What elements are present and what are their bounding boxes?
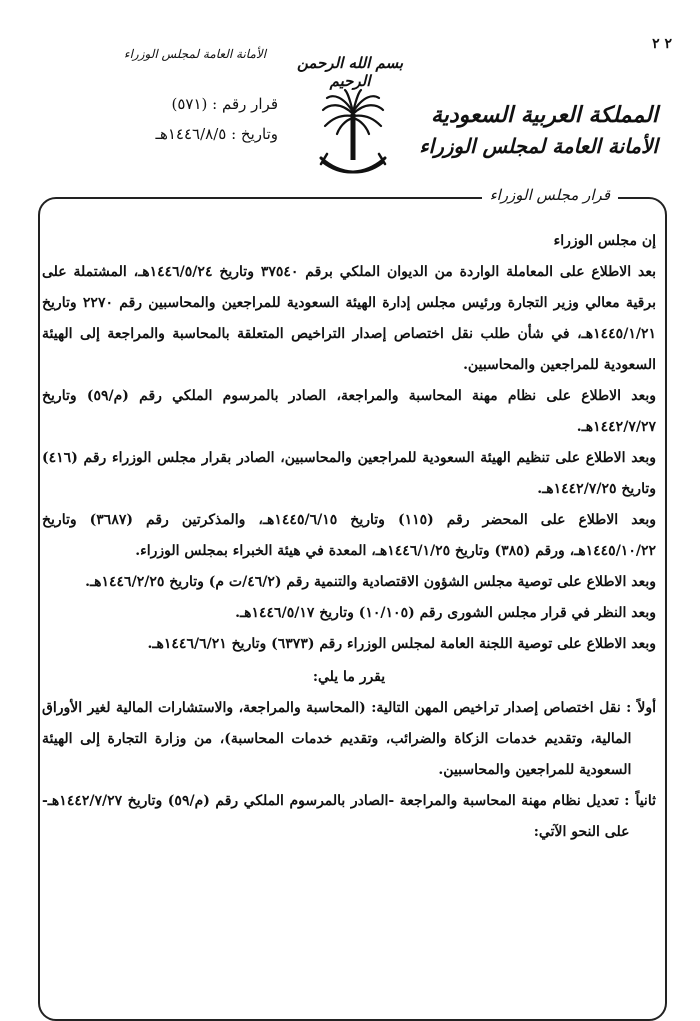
item-number: ثانياً bbox=[635, 793, 656, 809]
basmala-calligraphy: بسم الله الرحمن الرحيم bbox=[296, 54, 404, 90]
saudi-emblem-icon bbox=[317, 88, 389, 180]
item-text: : تعديل نظام مهنة المحاسبة والمراجعة -الصادر بالمرسوم الملكي رقم (م/٥٩) وتاريخ ١٤٤٢/٧/٢٧هـ- على النحو الآتي: bbox=[42, 793, 630, 840]
decision-date: وتاريخ : ١٤٤٦/٨/٥هـ bbox=[155, 125, 278, 143]
preamble-paragraph: وبعد الاطلاع على نظام مهنة المحاسبة والمراجعة، الصادر بالمرسوم الملكي رقم (م/٥٩) وتاريخ ١٤٤٢/٧/٢٧هـ. bbox=[42, 388, 656, 435]
secretariat-name: الأمانة العامة لمجلس الوزراء bbox=[419, 134, 658, 158]
kingdom-name: المملكة العربية السعودية bbox=[430, 102, 658, 128]
preamble-paragraph: وبعد الاطلاع على توصية مجلس الشؤون الاقتصادية والتنمية رقم (٤٦/٢/ت م) وتاريخ ١٤٤٦/٢/٢٥هـ. bbox=[85, 574, 656, 590]
preamble-paragraph: بعد الاطلاع على المعاملة الواردة من الديوان الملكي برقم ٣٧٥٤٠ وتاريخ ١٤٤٦/٥/٢٤هـ، المشتملة على برقية معالي وزير التجارة ورئيس مجلس إدارة الهيئة السعودية للمراجعين والمحاسبين رقم ٢٢٧٠ وتاريخ ١٤٤٥/١/٢١هـ، في شأن طلب نقل اختصاص إصدار التراخيص المتعلقة بالمحاسبة والمراجعة إلى الهيئة السعودية للمراجعين والمحاسبين. bbox=[42, 264, 656, 373]
decides-heading: يقرر ما يلي: bbox=[312, 669, 386, 685]
corner-handwritten-mark: ٢ ٢ bbox=[652, 36, 672, 52]
preamble-paragraph: وبعد الاطلاع على توصية اللجنة العامة لمجلس الوزراء رقم (٦٣٧٣) وتاريخ ١٤٤٦/٦/٢١هـ. bbox=[147, 636, 656, 652]
frame-title: قرار مجلس الوزراء bbox=[482, 186, 618, 204]
secretariat-top-label: الأمانة العامة لمجلس الوزراء bbox=[123, 47, 267, 61]
decision-body bbox=[42, 226, 656, 848]
preamble-paragraph: وبعد الاطلاع على تنظيم الهيئة السعودية للمراجعين والمحاسبين، الصادر بقرار مجلس الوزراء رقم (٤١٦) وتاريخ ١٤٤٢/٧/٢٥هـ. bbox=[42, 450, 656, 497]
body-heading: إن مجلس الوزراء bbox=[553, 233, 656, 249]
decision-number: قرار رقم : (٥٧١) bbox=[171, 95, 278, 113]
item-number: أولاً bbox=[637, 700, 656, 716]
decision-item-second bbox=[42, 786, 656, 848]
item-text: : نقل اختصاص إصدار تراخيص المهن التالية: (المحاسبة والمراجعة، والاستشارات المالية لغير الأوراق المالية، وتقديم خدمات الزكاة والضرائب، وتقديم خدمات المحاسبة)، من وزارة التجارة إلى الهيئة السعودية للمراجعين والمحاسبين. bbox=[42, 700, 632, 778]
decision-item-first bbox=[42, 693, 656, 786]
preamble-paragraph: وبعد النظر في قرار مجلس الشورى رقم (١٠/١٠٥) وتاريخ ١٤٤٦/٥/١٧هـ. bbox=[235, 605, 656, 621]
preamble-paragraph: وبعد الاطلاع على المحضر رقم (١١٥) وتاريخ ١٤٤٥/٦/١٥هـ، والمذكرتين رقم (٣٦٨٧) وتاريخ ١٤٤٥/١٠/٢٢هـ، ورقم (٣٨٥) وتاريخ ١٤٤٦/١/٢٥هـ، المعدة في هيئة الخبراء بمجلس الوزراء. bbox=[42, 512, 656, 559]
